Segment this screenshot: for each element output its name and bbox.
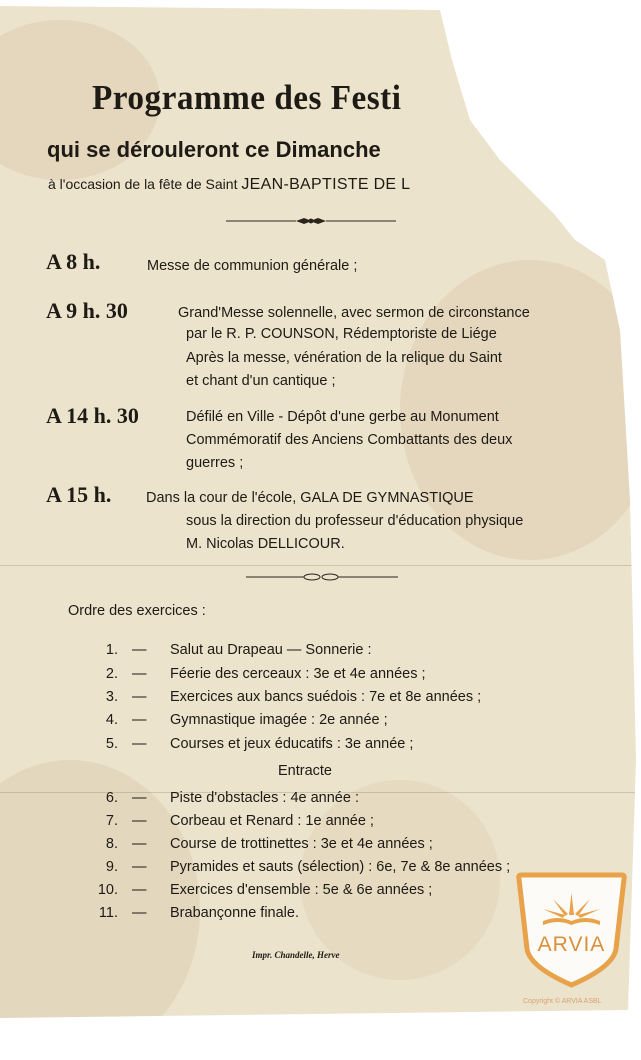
schedule-line: par le R. P. COUNSON, Rédemptoriste de Liége bbox=[186, 326, 497, 342]
exercise-number: 7. bbox=[105, 813, 118, 829]
exercise-text: Salut au Drapeau — Sonnerie : bbox=[170, 642, 372, 658]
schedule-line: sous la direction du professeur d'éducation physique bbox=[186, 513, 524, 529]
exercise-dash: — bbox=[132, 666, 147, 682]
arvia-shield-logo-icon bbox=[513, 869, 630, 989]
schedule-line: Dans la cour de l'école, GALA DE GYMNASTIQUE bbox=[146, 490, 474, 506]
fold-line bbox=[0, 565, 641, 566]
schedule-line: guerres ; bbox=[186, 455, 244, 471]
exercise-text: Brabançonne finale. bbox=[170, 905, 299, 921]
schedule-time: A 8 h. bbox=[46, 249, 101, 274]
exercise-dash: — bbox=[132, 689, 147, 705]
exercise-number: 3. bbox=[105, 689, 118, 705]
exercise-number: 9. bbox=[105, 859, 118, 875]
exercise-number: 2. bbox=[105, 666, 118, 682]
exercise-dash: — bbox=[132, 836, 147, 852]
page-subtitle: qui se dérouleront ce Dimanche bbox=[47, 137, 381, 162]
exercise-number: 5. bbox=[105, 736, 118, 752]
exercise-number: 1. bbox=[105, 642, 118, 658]
schedule-line: Défilé en Ville - Dépôt d'une gerbe au Monument bbox=[186, 409, 499, 425]
exercise-text: Exercices aux bancs suédois : 7e et 8e années ; bbox=[170, 689, 482, 705]
exercise-dash: — bbox=[132, 813, 147, 829]
occasion-line bbox=[48, 176, 410, 194]
entracte-label: Entracte bbox=[278, 763, 332, 779]
copyright-text: Copyright © ARVIA ASBL bbox=[523, 998, 602, 1005]
exercise-dash: — bbox=[132, 790, 147, 806]
exercise-text: Féerie des cerceaux : 3e et 4e années ; bbox=[170, 666, 426, 682]
exercise-dash: — bbox=[132, 736, 147, 752]
ornament-divider-icon bbox=[226, 214, 396, 228]
schedule-line: Grand'Messe solennelle, avec sermon de circonstance bbox=[178, 305, 530, 321]
exercise-text: Exercices d'ensemble : 5e & 6e années ; bbox=[170, 882, 433, 898]
exercise-dash: — bbox=[132, 712, 147, 728]
occasion-name: JEAN-BAPTISTE DE L bbox=[241, 176, 411, 193]
exercises-heading: Ordre des exercices : bbox=[68, 603, 206, 619]
exercise-number: 4. bbox=[105, 712, 118, 728]
exercise-dash: — bbox=[132, 882, 147, 898]
schedule-time: A 14 h. 30 bbox=[46, 403, 139, 428]
exercise-dash: — bbox=[132, 905, 147, 921]
exercise-dash: — bbox=[132, 859, 147, 875]
exercise-text: Piste d'obstacles : 4e année : bbox=[170, 790, 359, 806]
exercise-number: 11. bbox=[98, 905, 118, 921]
exercise-number: 6. bbox=[105, 790, 118, 806]
schedule-line: Commémoratif des Anciens Combattants des deux bbox=[186, 432, 513, 448]
exercise-dash: — bbox=[132, 642, 147, 658]
exercise-text: Courses et jeux éducatifs : 3e année ; bbox=[170, 736, 414, 752]
exercise-text: Corbeau et Renard : 1e année ; bbox=[170, 813, 374, 829]
exercise-text: Pyramides et sauts (sélection) : 6e, 7e & 8e années ; bbox=[170, 859, 511, 875]
schedule-line: et chant d'un cantique ; bbox=[186, 373, 336, 389]
schedule-line: Après la messe, vénération de la relique du Saint bbox=[186, 350, 502, 366]
arvia-logo-text: ARVIA bbox=[537, 933, 606, 956]
exercise-text: Gymnastique imagée : 2e année ; bbox=[170, 712, 388, 728]
schedule-line: Messe de communion générale ; bbox=[147, 258, 358, 274]
exercise-number: 10. bbox=[97, 882, 118, 898]
page-title: Programme des Festi bbox=[92, 78, 402, 117]
printer-imprint: Impr. Chandelle, Herve bbox=[252, 950, 340, 960]
schedule-line: M. Nicolas DELLICOUR. bbox=[186, 536, 345, 552]
schedule-time: A 9 h. 30 bbox=[46, 298, 128, 323]
occasion-prefix: à l'occasion de la fête de Saint bbox=[48, 176, 238, 192]
exercise-number: 8. bbox=[105, 836, 118, 852]
exercise-text: Course de trottinettes : 3e et 4e années ; bbox=[170, 836, 433, 852]
schedule-time: A 15 h. bbox=[46, 482, 112, 507]
ornament-divider-icon bbox=[246, 571, 398, 583]
